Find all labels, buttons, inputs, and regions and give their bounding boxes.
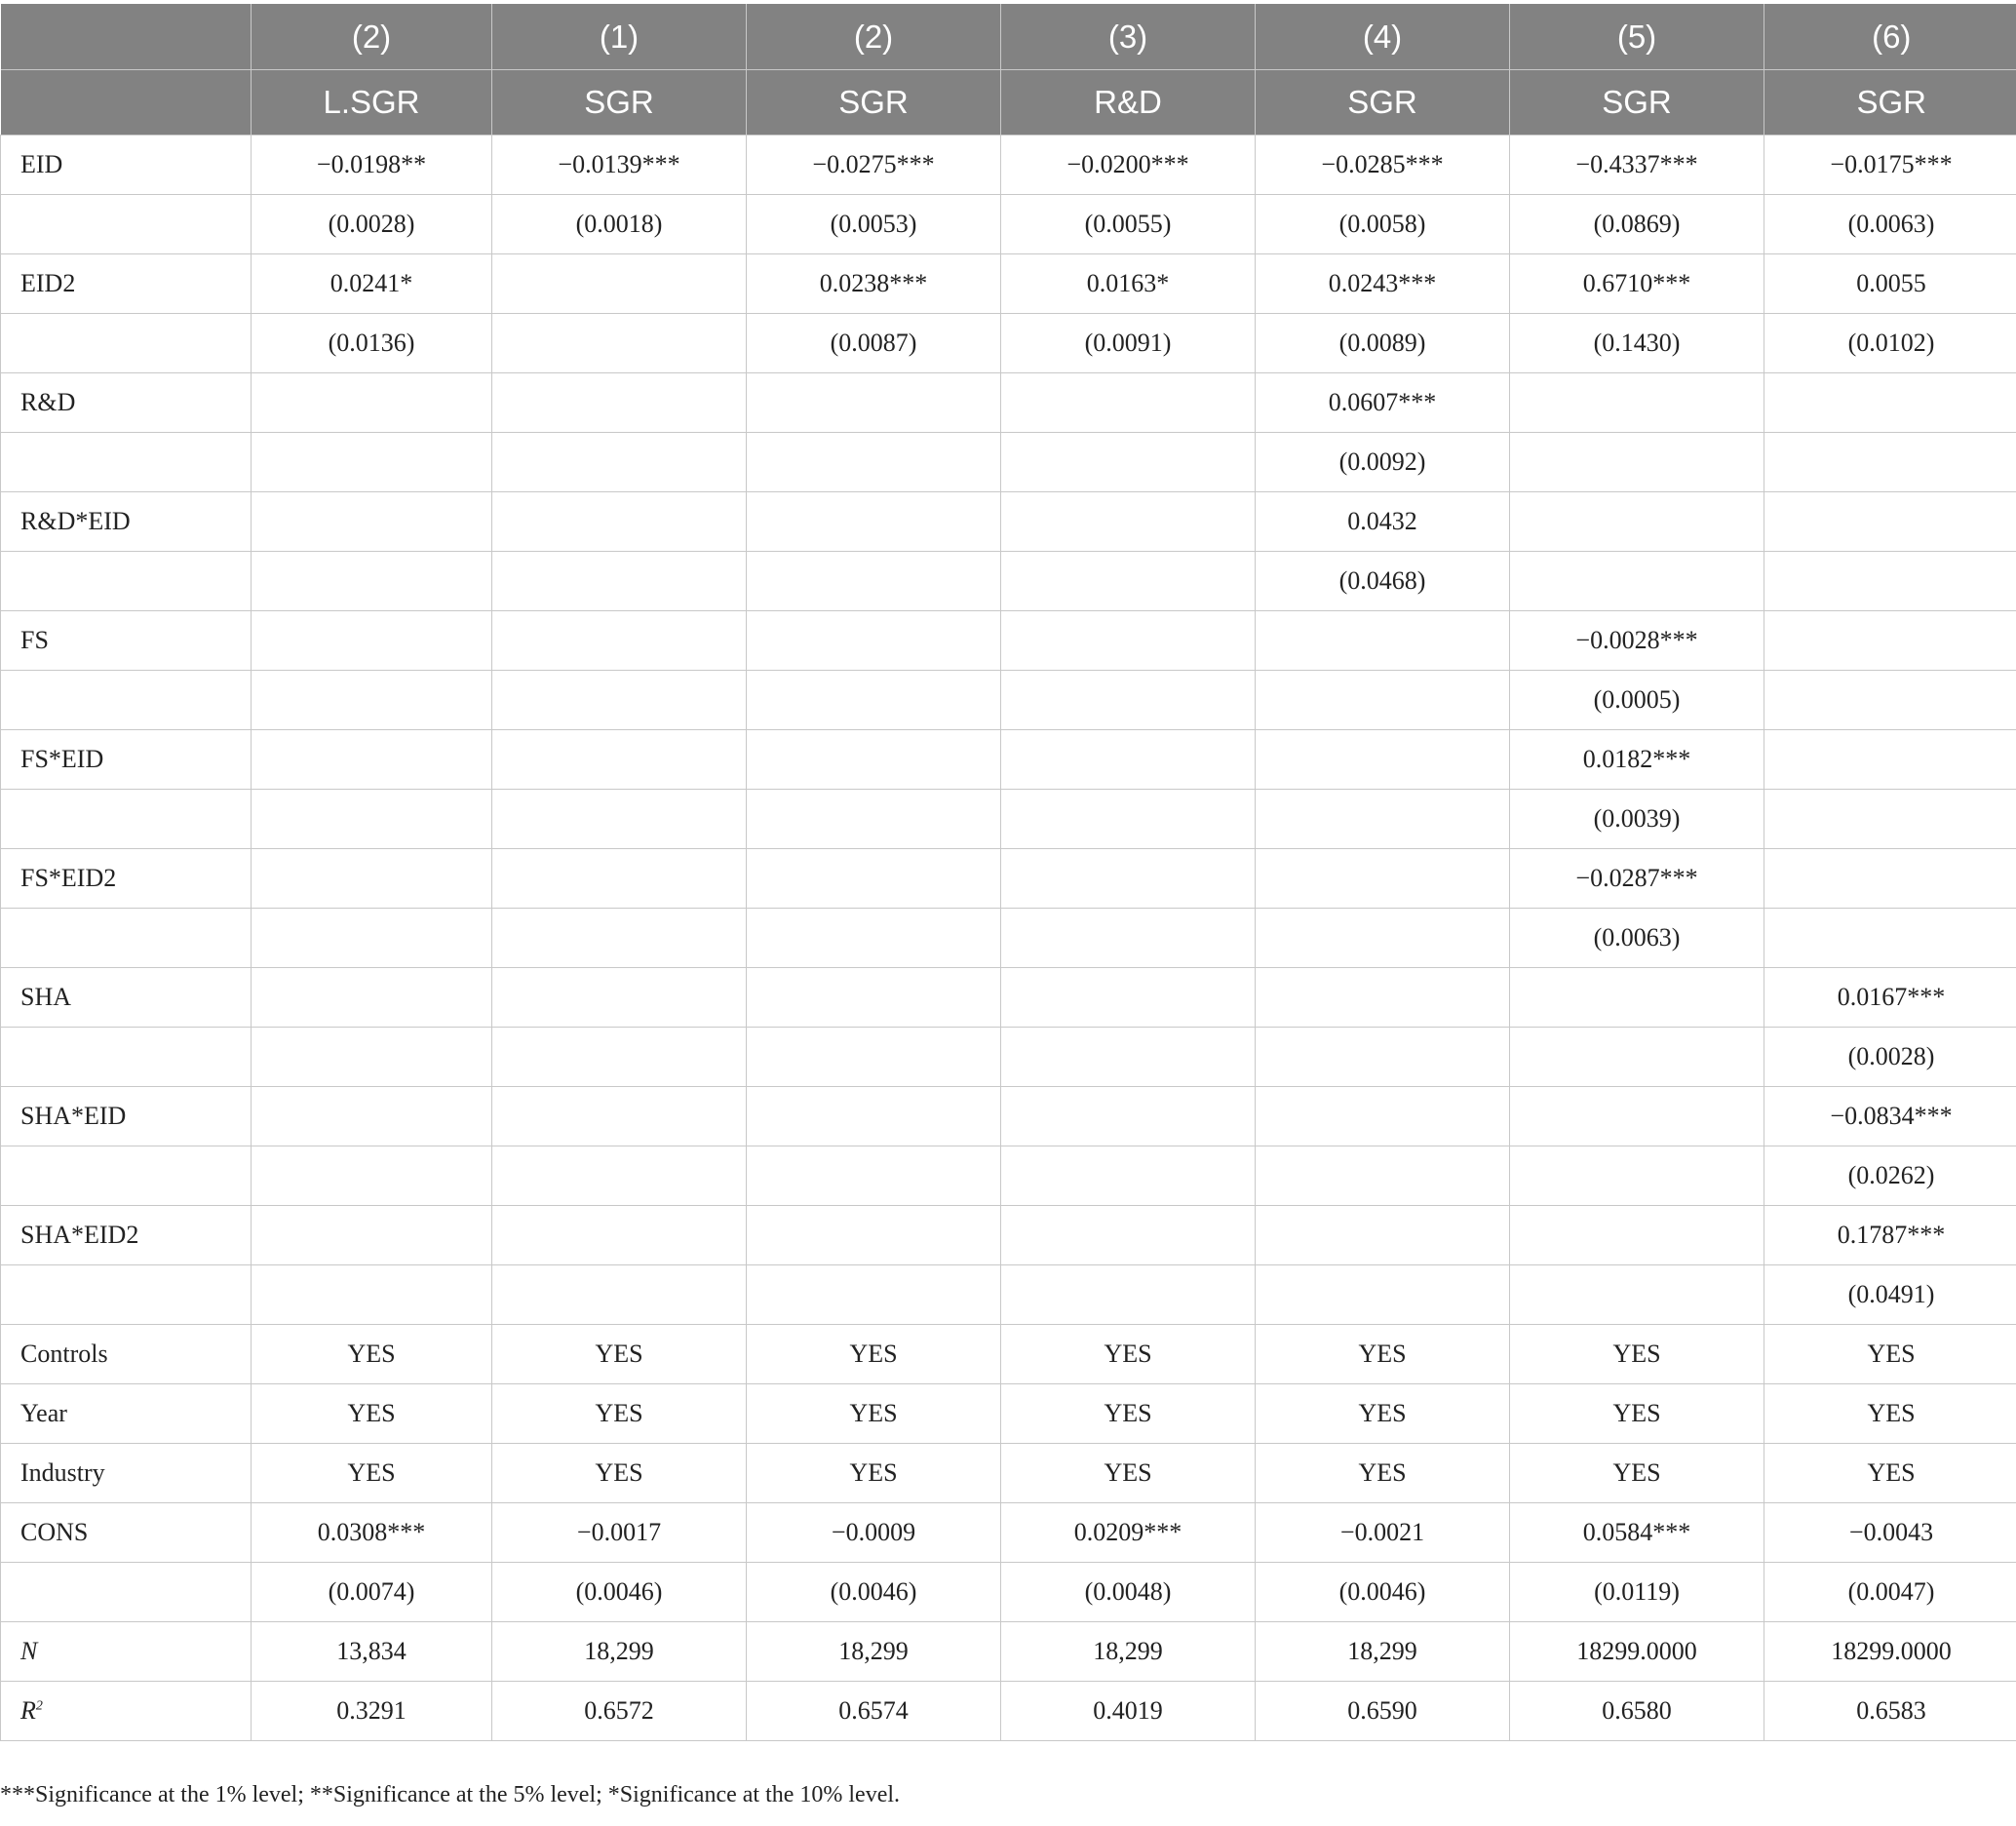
table-cell (1764, 790, 2016, 849)
table-cell (492, 968, 747, 1028)
table-cell: (0.0005) (1510, 671, 1764, 730)
table-cell (1001, 1265, 1256, 1325)
table-cell: YES (1256, 1444, 1510, 1503)
table-cell: YES (492, 1325, 747, 1384)
header-model-number: (4) (1256, 4, 1510, 70)
row-label (1, 1028, 252, 1087)
table-cell: YES (492, 1444, 747, 1503)
table-cell (252, 1146, 492, 1206)
table-cell: (0.0058) (1256, 195, 1510, 254)
table-cell (492, 909, 747, 968)
row-label (1, 433, 252, 492)
table-cell (252, 1087, 492, 1146)
regression-table (0, 4, 2016, 1741)
header-dependent-variable: SGR (747, 70, 1001, 136)
table-row (1, 1087, 2016, 1146)
table-row (1, 790, 2016, 849)
table-cell: YES (1256, 1384, 1510, 1444)
row-label (1, 373, 252, 433)
table-cell (1001, 849, 1256, 909)
table-cell: (0.0047) (1764, 1563, 2016, 1622)
row-label-text: Controls (20, 1340, 108, 1368)
header-dependent-variable: SGR (492, 70, 747, 136)
table-cell: (0.0468) (1256, 552, 1510, 611)
table-cell: (0.0053) (747, 195, 1001, 254)
table-cell (492, 790, 747, 849)
table-cell (1764, 730, 2016, 790)
table-cell (1510, 1265, 1764, 1325)
table-cell (747, 1087, 1001, 1146)
table-cell: −0.0021 (1256, 1503, 1510, 1563)
row-label (1, 552, 252, 611)
row-label (1, 1206, 252, 1265)
table-cell (1764, 909, 2016, 968)
table-cell: 0.6583 (1764, 1682, 2016, 1741)
table-cell (1001, 790, 1256, 849)
table-cell: −0.0200*** (1001, 136, 1256, 195)
table-cell: 0.6580 (1510, 1682, 1764, 1741)
table-cell: (0.0039) (1510, 790, 1764, 849)
table-cell: YES (1001, 1384, 1256, 1444)
table-cell (747, 909, 1001, 968)
table-cell: 18299.0000 (1510, 1622, 1764, 1682)
table-row (1, 1563, 2016, 1622)
table-cell (1256, 1265, 1510, 1325)
table-cell (492, 373, 747, 433)
table-cell: YES (252, 1444, 492, 1503)
row-label (1, 730, 252, 790)
row-label-text: R (20, 1696, 36, 1725)
row-label (1, 136, 252, 195)
row-label-text: FS*EID (20, 745, 104, 773)
table-row (1, 433, 2016, 492)
table-cell: −0.0198** (252, 136, 492, 195)
row-label (1, 1563, 252, 1622)
table-cell: (0.0048) (1001, 1563, 1256, 1622)
table-cell: −0.4337*** (1510, 136, 1764, 195)
table-row (1, 1444, 2016, 1503)
table-cell: YES (492, 1384, 747, 1444)
row-label (1, 968, 252, 1028)
table-cell: (0.1430) (1510, 314, 1764, 373)
table-cell (1256, 730, 1510, 790)
table-row (1, 909, 2016, 968)
table-cell: 0.0432 (1256, 492, 1510, 552)
header-dependent-variable: SGR (1510, 70, 1764, 136)
table-cell: YES (1764, 1325, 2016, 1384)
table-cell (1001, 373, 1256, 433)
table-cell (1764, 611, 2016, 671)
header-model-number: (2) (747, 4, 1001, 70)
table-row (1, 671, 2016, 730)
table-cell: 0.0163* (1001, 254, 1256, 314)
table-cell (1510, 492, 1764, 552)
table-cell (492, 1028, 747, 1087)
table-cell (1510, 968, 1764, 1028)
row-label-text: EID2 (20, 269, 76, 297)
table-cell: YES (747, 1384, 1001, 1444)
table-cell (1510, 373, 1764, 433)
header-model-number: (6) (1764, 4, 2016, 70)
header-model-number: (3) (1001, 4, 1256, 70)
table-cell: (0.0262) (1764, 1146, 2016, 1206)
table-cell: 0.4019 (1001, 1682, 1256, 1741)
table-cell: 0.1787*** (1764, 1206, 2016, 1265)
table-cell: 18299.0000 (1764, 1622, 2016, 1682)
table-cell: −0.0028*** (1510, 611, 1764, 671)
table-cell (492, 849, 747, 909)
row-label (1, 1622, 252, 1682)
table-cell (1256, 1087, 1510, 1146)
row-label (1, 790, 252, 849)
table-cell: YES (252, 1325, 492, 1384)
header-dependent-variable: L.SGR (252, 70, 492, 136)
table-cell (747, 790, 1001, 849)
table-cell (252, 790, 492, 849)
table-cell (1510, 1206, 1764, 1265)
header-row-model-numbers (1, 4, 2016, 70)
table-cell: (0.0028) (1764, 1028, 2016, 1087)
table-cell (1510, 1087, 1764, 1146)
row-label (1, 1682, 252, 1741)
table-cell: 0.0238*** (747, 254, 1001, 314)
table-cell (252, 909, 492, 968)
table-cell: (0.0869) (1510, 195, 1764, 254)
table-row (1, 730, 2016, 790)
table-cell (747, 492, 1001, 552)
table-row (1, 1265, 2016, 1325)
row-label-text: Industry (20, 1458, 105, 1487)
header-model-number: (2) (252, 4, 492, 70)
table-cell: YES (747, 1325, 1001, 1384)
table-cell: YES (1510, 1325, 1764, 1384)
table-cell: YES (1001, 1325, 1256, 1384)
row-label (1, 492, 252, 552)
table-cell (492, 433, 747, 492)
row-label (1, 1325, 252, 1384)
table-cell: 0.6710*** (1510, 254, 1764, 314)
table-cell (492, 730, 747, 790)
table-cell (252, 730, 492, 790)
table-row (1, 1028, 2016, 1087)
table-cell: (0.0136) (252, 314, 492, 373)
table-cell: 0.0243*** (1256, 254, 1510, 314)
row-label (1, 1384, 252, 1444)
table-cell: 0.0209*** (1001, 1503, 1256, 1563)
table-cell (1256, 1206, 1510, 1265)
table-cell (252, 611, 492, 671)
table-cell (1764, 849, 2016, 909)
row-label-superscript: 2 (35, 1698, 43, 1714)
table-cell (492, 611, 747, 671)
table-cell (252, 1265, 492, 1325)
header-row-dependent-variables (1, 70, 2016, 136)
table-cell: YES (747, 1444, 1001, 1503)
table-row (1, 1325, 2016, 1384)
table-cell (1256, 1028, 1510, 1087)
row-label (1, 671, 252, 730)
table-cell: −0.0043 (1764, 1503, 2016, 1563)
table-cell (492, 492, 747, 552)
table-cell: 0.0241* (252, 254, 492, 314)
table-cell: (0.0046) (747, 1563, 1001, 1622)
table-row (1, 1384, 2016, 1444)
table-cell (747, 1146, 1001, 1206)
table-row (1, 1682, 2016, 1741)
table-cell (252, 671, 492, 730)
table-cell: 0.3291 (252, 1682, 492, 1741)
table-cell (1001, 552, 1256, 611)
table-row (1, 314, 2016, 373)
table-cell (1001, 1028, 1256, 1087)
table-cell (492, 1265, 747, 1325)
table-row (1, 1206, 2016, 1265)
table-cell: (0.0102) (1764, 314, 2016, 373)
table-row (1, 195, 2016, 254)
header-dependent-variable: SGR (1256, 70, 1510, 136)
table-cell: −0.0175*** (1764, 136, 2016, 195)
table-cell: (0.0046) (492, 1563, 747, 1622)
table-cell (252, 1028, 492, 1087)
significance-footnote: ***Significance at the 1% level; **Significance at the 5% level; *Significance at the 10% level. (0, 1782, 901, 1807)
table-cell (1510, 433, 1764, 492)
table-cell (252, 492, 492, 552)
table-cell (1256, 611, 1510, 671)
table-cell (252, 968, 492, 1028)
table-row (1, 611, 2016, 671)
table-cell: 0.0607*** (1256, 373, 1510, 433)
table-cell: (0.0055) (1001, 195, 1256, 254)
table-cell: YES (1256, 1325, 1510, 1384)
table-cell: (0.0028) (252, 195, 492, 254)
table-cell (747, 849, 1001, 909)
regression-table-container (0, 4, 2016, 1741)
table-cell: (0.0491) (1764, 1265, 2016, 1325)
table-cell: YES (1764, 1444, 2016, 1503)
table-cell (747, 1206, 1001, 1265)
row-label (1, 909, 252, 968)
table-cell (747, 968, 1001, 1028)
table-cell (1001, 671, 1256, 730)
table-cell (747, 1265, 1001, 1325)
table-cell: 13,834 (252, 1622, 492, 1682)
table-cell (492, 671, 747, 730)
row-label (1, 1265, 252, 1325)
row-label-text: SHA (20, 983, 72, 1011)
table-cell: YES (1510, 1384, 1764, 1444)
row-label-text: SHA*EID (20, 1102, 127, 1130)
row-label-text: EID (20, 150, 63, 178)
header-corner-cell (1, 4, 252, 70)
table-cell: 18,299 (1001, 1622, 1256, 1682)
table-cell: (0.0089) (1256, 314, 1510, 373)
table-cell (1001, 1146, 1256, 1206)
header-model-number: (1) (492, 4, 747, 70)
table-cell: 18,299 (747, 1622, 1001, 1682)
row-label (1, 1087, 252, 1146)
table-cell: (0.0087) (747, 314, 1001, 373)
table-cell (1001, 730, 1256, 790)
table-row (1, 373, 2016, 433)
table-cell: −0.0285*** (1256, 136, 1510, 195)
table-cell: 0.0584*** (1510, 1503, 1764, 1563)
table-cell: 18,299 (1256, 1622, 1510, 1682)
table-cell: YES (1510, 1444, 1764, 1503)
row-label (1, 254, 252, 314)
table-cell (1001, 1087, 1256, 1146)
row-label-text: SHA*EID2 (20, 1221, 139, 1249)
table-cell (1764, 433, 2016, 492)
table-cell (252, 433, 492, 492)
table-cell (1510, 552, 1764, 611)
table-header (1, 4, 2016, 136)
table-row (1, 1146, 2016, 1206)
table-cell: (0.0063) (1764, 195, 2016, 254)
table-cell (1764, 552, 2016, 611)
table-cell: 0.0182*** (1510, 730, 1764, 790)
table-cell (747, 552, 1001, 611)
table-cell (1001, 968, 1256, 1028)
table-cell (1256, 1146, 1510, 1206)
header-corner-cell (1, 70, 252, 136)
table-cell (1001, 611, 1256, 671)
table-cell (1001, 1206, 1256, 1265)
table-cell (1764, 373, 2016, 433)
table-cell (1510, 1028, 1764, 1087)
table-row (1, 1622, 2016, 1682)
table-cell (747, 730, 1001, 790)
table-cell: YES (252, 1384, 492, 1444)
table-cell (492, 1206, 747, 1265)
table-cell: YES (1001, 1444, 1256, 1503)
table-cell (492, 1087, 747, 1146)
table-cell: 0.6572 (492, 1682, 747, 1741)
row-label (1, 849, 252, 909)
row-label (1, 195, 252, 254)
table-cell (252, 373, 492, 433)
table-cell (747, 433, 1001, 492)
table-cell: (0.0119) (1510, 1563, 1764, 1622)
header-dependent-variable: SGR (1764, 70, 2016, 136)
row-label (1, 314, 252, 373)
table-cell: −0.0275*** (747, 136, 1001, 195)
table-cell (747, 671, 1001, 730)
table-cell (747, 611, 1001, 671)
row-label (1, 1444, 252, 1503)
table-cell: (0.0018) (492, 195, 747, 254)
table-cell (492, 1146, 747, 1206)
table-cell: 0.6590 (1256, 1682, 1510, 1741)
header-dependent-variable: R&D (1001, 70, 1256, 136)
table-cell (1256, 671, 1510, 730)
table-cell: 0.0055 (1764, 254, 2016, 314)
table-cell: (0.0063) (1510, 909, 1764, 968)
table-row (1, 136, 2016, 195)
table-cell: 18,299 (492, 1622, 747, 1682)
table-cell: YES (1764, 1384, 2016, 1444)
table-cell (1256, 849, 1510, 909)
table-cell (1764, 671, 2016, 730)
table-cell (1764, 492, 2016, 552)
table-row (1, 968, 2016, 1028)
table-body (1, 136, 2016, 1741)
table-cell: (0.0092) (1256, 433, 1510, 492)
row-label-text: Year (20, 1399, 67, 1427)
table-cell (1001, 492, 1256, 552)
row-label-text: FS (20, 626, 49, 654)
table-row (1, 492, 2016, 552)
row-label (1, 1146, 252, 1206)
table-cell: −0.0009 (747, 1503, 1001, 1563)
table-cell (252, 849, 492, 909)
table-cell (1510, 1146, 1764, 1206)
table-cell: −0.0287*** (1510, 849, 1764, 909)
row-label-text: FS*EID2 (20, 864, 117, 892)
table-cell: (0.0091) (1001, 314, 1256, 373)
table-cell (1256, 968, 1510, 1028)
row-label-text: N (20, 1637, 38, 1665)
table-cell (747, 373, 1001, 433)
table-cell (492, 314, 747, 373)
header-model-number: (5) (1510, 4, 1764, 70)
table-cell: (0.0074) (252, 1563, 492, 1622)
table-row (1, 552, 2016, 611)
table-cell (1256, 909, 1510, 968)
table-cell (252, 552, 492, 611)
row-label (1, 611, 252, 671)
row-label-text: R&D*EID (20, 507, 131, 535)
table-cell: −0.0017 (492, 1503, 747, 1563)
table-cell (1001, 909, 1256, 968)
table-cell: (0.0046) (1256, 1563, 1510, 1622)
table-row (1, 254, 2016, 314)
table-cell: 0.0308*** (252, 1503, 492, 1563)
table-row (1, 849, 2016, 909)
row-label (1, 1503, 252, 1563)
table-cell (492, 254, 747, 314)
table-cell: 0.6574 (747, 1682, 1001, 1741)
row-label-text: CONS (20, 1518, 89, 1546)
table-cell (492, 552, 747, 611)
row-label-text: R&D (20, 388, 76, 416)
table-cell (747, 1028, 1001, 1087)
table-cell: 0.0167*** (1764, 968, 2016, 1028)
table-cell: −0.0139*** (492, 136, 747, 195)
table-cell (252, 1206, 492, 1265)
table-cell (1256, 790, 1510, 849)
table-cell (1001, 433, 1256, 492)
table-row (1, 1503, 2016, 1563)
table-cell: −0.0834*** (1764, 1087, 2016, 1146)
